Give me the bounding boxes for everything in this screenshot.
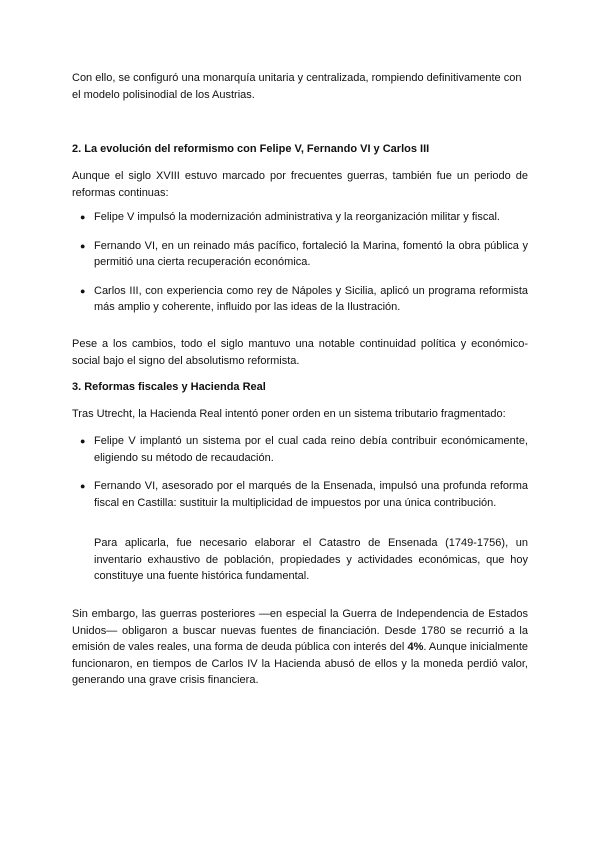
bullet-icon: ● (80, 481, 86, 491)
bullet-icon: ● (80, 285, 86, 296)
list-item-text: Fernando VI, en un reinado más pacífico, fortaleció la Marina, fomentó la obra pública y permitió una cierta recuperación económica. (94, 239, 528, 268)
list-item (72, 433, 528, 466)
list-item (72, 478, 528, 511)
list-item-text: Felipe V implantó un sistema por el cual cada reino debía contribuir económicamente, eligiendo su método de recaudación. (94, 435, 528, 464)
section-2-list (72, 209, 528, 316)
final-paragraph (72, 606, 528, 689)
section-3-lead-paragraph: Tras Utrecht, la Hacienda Real intentó poner orden en un sistema tributario fragmentado: (72, 408, 506, 420)
catastro-note-paragraph: Para aplicarla, fue necesario elaborar el Catastro de Ensenada (1749-1756), un inventario exhaustivo de población, propiedades y actividades económicas, que hoy constituye una fuente histórica fundamental. (94, 537, 528, 582)
interest-rate-value: 4% (407, 641, 424, 653)
bullet-icon: ● (80, 240, 86, 251)
list-item-text: Fernando VI, asesorado por el marqués de la Ensenada, impulsó una profunda reforma fiscal en Castilla: sustituir la multiplicidad de impuestos por una única contribución. (94, 480, 528, 509)
final-paragraph-text-end: . Aunque inicialmente funcionaron, en tiempos de Carlos IV la Hacienda abusó de ellos y la moneda perdió valor, generando una grave crisis financiera. (72, 641, 529, 686)
final-paragraph-text-start: Sin embargo, las guerras posteriores —en especial la Guerra de Independencia de Estados Unidos— obligaron a buscar nuevas fuentes de financiación. Desde 1780 se recurrió a la emisión de vales reales, una forma de deuda pública con interés del (72, 608, 528, 653)
intro-paragraph: Con ello, se configuró una monarquía unitaria y centralizada, rompiendo definitivamente con el modelo polisinodial de los Austrias. (72, 72, 522, 101)
section-3-heading: 3. Reformas fiscales y Hacienda Real (72, 381, 266, 393)
list-item (72, 209, 528, 226)
bullet-icon: ● (80, 212, 86, 222)
section-2-lead-paragraph: Aunque el siglo XVIII estuvo marcado por frecuentes guerras, también fue un periodo de reformas continuas: (72, 170, 528, 199)
section-2-heading: 2. La evolución del reformismo con Felipe V, Fernando VI y Carlos III (72, 143, 430, 155)
list-item-text: Carlos III, con experiencia como rey de Nápoles y Sicilia, aplicó un programa reformista más amplio y coherente, influido por las ideas de la Ilustración. (94, 284, 528, 313)
list-item (72, 283, 528, 316)
bullet-icon: ● (80, 436, 86, 446)
list-item-text: Felipe V impulsó la modernización administrativa y la reorganización militar y fiscal. (94, 211, 500, 223)
list-item (72, 238, 528, 271)
section-3-list (72, 433, 528, 511)
section-2-closing-paragraph: Pese a los cambios, todo el siglo mantuvo una notable continuidad política y económico-social bajo el signo del absolutismo reformista. (72, 338, 528, 367)
